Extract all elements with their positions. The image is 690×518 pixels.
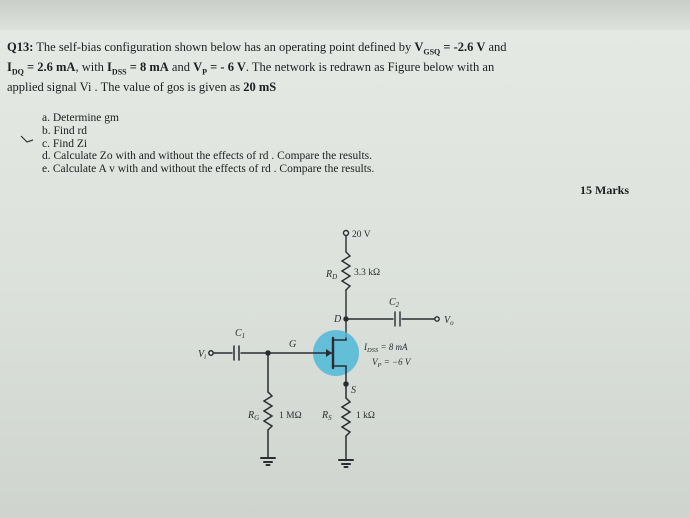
and-word: and: [485, 40, 507, 54]
c2-label: $C_2$: [389, 297, 400, 309]
rd-resistor: [342, 252, 350, 290]
vdd-label: 20 V: [352, 230, 371, 240]
vgsq-label: $V_{GSQ} = -2.6$ V: [414, 40, 486, 57]
sub-question-c: c. Find Zi: [42, 137, 88, 150]
idq-label: $I_{DQ} = 2.6$ mA: [7, 60, 76, 77]
rs-value: 1 kΩ: [356, 411, 375, 421]
rg-value: 1 MΩ: [279, 411, 302, 421]
source-label: S: [351, 385, 356, 396]
sub-question-e: e. Calculate A v with and without the effects of rd . Compare the results.: [42, 163, 375, 176]
vdd-terminal: [344, 231, 349, 236]
idss-label: $I_{DSS} = 8$ mA: [107, 60, 169, 77]
sub-question-a: a. Determine gm: [42, 112, 119, 124]
vp-label: $V_P$ = - 6 V: [193, 60, 246, 77]
gos-value: 20 mS: [243, 80, 277, 94]
gate-label: G: [289, 339, 297, 350]
rd-value: 3.3 kΩ: [354, 268, 381, 278]
vo-label: $V_o$: [444, 315, 454, 327]
vi-terminal: [209, 351, 213, 355]
and-word-2: and: [168, 60, 194, 74]
sub-question-d: d. Calculate Zo with and without the effects of rd . Compare the results.: [42, 150, 373, 163]
idss-annotation: $I_{DSS} = 8$ mA: [364, 342, 408, 354]
vo-terminal: [435, 317, 439, 321]
c1-label: $C_1$: [235, 328, 246, 340]
vp-annotation: $V_P = -6$ V: [372, 357, 411, 369]
sub-question-b: b. Find rd: [42, 124, 88, 137]
rs-name: $R_S$: [322, 410, 332, 422]
rs-resistor: [342, 398, 350, 436]
question-number: Q13:: [7, 40, 34, 54]
question-text-3: applied signal Vi . The value of gos is given as: [7, 80, 241, 94]
question-text-2: . The network is redrawn as Figure below with an: [245, 60, 495, 74]
marks-label: 15 Marks: [580, 183, 629, 197]
question-text-1: The self-bias configuration shown below has an operating point defined by: [36, 40, 412, 54]
rg-name: $R_G$: [248, 410, 260, 422]
with-word: , with: [75, 60, 108, 74]
drain-label: D: [334, 314, 342, 325]
rd-name: $R_D$: [326, 269, 338, 281]
vi-label: $V_i$: [198, 349, 207, 361]
rg-resistor: [264, 392, 272, 430]
